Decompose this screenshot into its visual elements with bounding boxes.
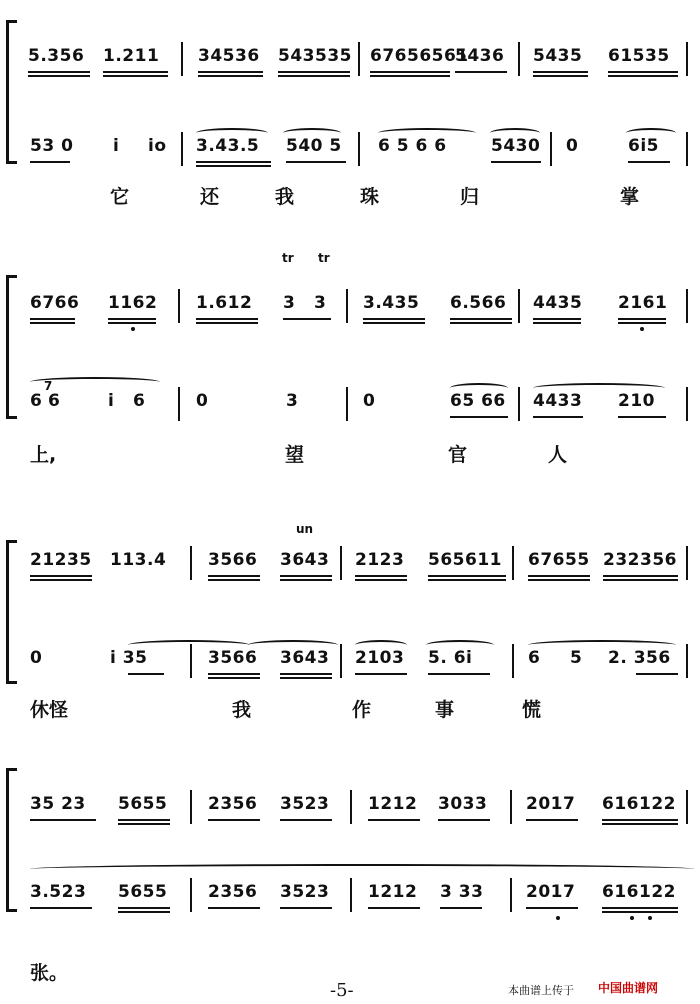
note-group: 113.4 [110,550,167,570]
underline [196,322,258,324]
underline [636,673,678,675]
note-group: 3 [314,293,327,313]
underline [280,673,332,675]
note-group: 2103 [355,648,405,668]
lyric: 望 [285,444,305,466]
note-group: 6 [528,648,541,668]
lyrics [0,440,700,470]
underline [603,579,678,581]
underline [428,673,490,675]
underline [368,907,420,909]
underline [355,575,407,577]
note-group: 67656561 [370,46,469,66]
underline [280,575,332,577]
underline [30,322,75,324]
note-group: 61535 [608,46,670,66]
note-group: 3566 [208,550,258,570]
note-group: 0 [566,136,579,156]
barline [178,387,180,421]
underline [208,579,260,581]
underline [363,318,425,320]
trill-mark: tr [318,251,330,265]
underline [355,579,407,581]
underline [118,819,170,821]
underline [533,75,588,77]
page-number: -5- [330,980,354,1001]
upload-credit: 本曲谱上传于 [508,984,574,997]
barline [190,644,192,678]
note-group: 2356 [208,882,258,902]
lyric: 上, [30,444,57,466]
underline [30,575,92,577]
lower-staff [18,379,694,423]
underline [533,322,581,324]
note-group: 21235 [30,550,92,570]
barline [350,790,352,824]
low-octave-dot [556,916,560,920]
note-group: 1212 [368,882,418,902]
underline [208,575,260,577]
note-group: 4433 [533,391,583,411]
barline [510,878,512,912]
underline [608,75,678,77]
underline [30,907,92,909]
underline [196,318,258,320]
note-group: 565611 [428,550,502,570]
upper-staff [18,38,694,78]
note-group: 5. 6i [428,648,473,668]
barline [190,790,192,824]
underline [28,71,90,73]
note-group: 232356 [603,550,677,570]
underline [602,911,678,913]
underline [533,318,581,320]
underline [355,673,407,675]
underline [278,71,350,73]
note-group: 3.523 [30,882,87,902]
underline [618,322,666,324]
underline [196,165,271,167]
lyric: 它 [110,186,130,208]
note-group: 540 5 [286,136,342,156]
note-group: 4435 [533,293,583,313]
upper-staff [18,542,694,582]
barline [518,289,520,323]
barline [518,387,520,421]
underline [608,71,678,73]
note-group: 6 [30,391,43,411]
underline [438,819,490,821]
underline [491,161,541,163]
site-logo[interactable] [598,979,696,997]
upper-staff [18,285,694,325]
underline [118,911,170,913]
barline [686,644,688,678]
underline [118,907,170,909]
note-group: 65 66 [450,391,506,411]
lyric: 掌 [620,186,640,208]
lyric: 珠 [360,186,380,208]
underline [526,907,578,909]
note-group: 6i5 [628,136,659,156]
note-group: 3033 [438,794,488,814]
underline [278,75,350,77]
underline [603,575,678,577]
underline [602,823,678,825]
underline [280,677,332,679]
note-group: 0 [196,391,209,411]
note-group: 2356 [208,794,258,814]
underline [208,907,260,909]
underline [368,819,420,821]
slur [426,640,494,650]
system-brace [6,20,17,164]
note-group: 3643 [280,550,330,570]
trill-mark: tr [282,251,294,265]
underline [450,322,512,324]
lyrics [0,182,700,212]
barline [340,546,342,580]
note-group: 3 33 [440,882,484,902]
underline [370,71,450,73]
logo-text: 中国曲谱网 [598,981,659,995]
underline [455,71,507,73]
note-group: 2017 [526,882,576,902]
lyric: 我 [275,186,295,208]
lyrics [0,695,700,725]
slur [196,128,268,138]
barline [178,289,180,323]
barline [550,132,552,166]
note-group: 5655 [118,882,168,902]
lower-staff [18,128,694,168]
underline [286,161,346,163]
barline [686,132,688,166]
lower-staff [18,874,694,914]
underline [283,318,331,320]
underline [103,75,168,77]
underline [196,161,271,163]
note-group: 6 [133,391,146,411]
note-group: 5436 [455,46,505,66]
note-group: 5430 [491,136,541,156]
underline [30,579,92,581]
lower-staff [18,640,694,680]
note-group: 3.43.5 [196,136,260,156]
note-group: 3 [286,391,299,411]
slur [355,640,407,650]
barline [340,644,342,678]
barline [686,546,688,580]
slur [283,128,341,138]
barline [510,790,512,824]
note-group: i [113,136,120,156]
note-group: 616122 [602,794,676,814]
low-octave-dot [640,327,644,331]
barline [512,644,514,678]
note-group: 3566 [208,648,258,668]
underline [440,907,482,909]
note-group: io [148,136,167,156]
underline [428,575,506,577]
underline [280,579,332,581]
underline [208,673,260,675]
barline [686,387,688,421]
low-octave-dot [131,327,135,331]
note-group: i 35 [110,648,148,668]
lyric: 还 [200,186,220,208]
barline [346,289,348,323]
note-group: 210 [618,391,655,411]
underline [30,161,70,163]
note-group: 3 [283,293,296,313]
underline [602,907,678,909]
lyric: 作 [352,699,372,721]
slur [533,383,665,393]
low-octave-dot [630,916,634,920]
barline [358,42,360,76]
barline [346,387,348,421]
grace-note: 7 [44,379,53,393]
note-group: 1.211 [103,46,160,66]
note-group: 0 [363,391,376,411]
slur [248,640,338,650]
underline [28,75,90,77]
note-group: 1212 [368,794,418,814]
lyric: 我 [232,699,252,721]
underline [198,71,263,73]
note-group: 616122 [602,882,676,902]
note-group: 543535 [278,46,352,66]
barline [518,42,520,76]
slur [528,640,676,650]
lyric: 事 [435,699,455,721]
lyric: 休怪 [30,699,69,721]
upper-staff [18,786,694,826]
barline [686,42,688,76]
slur [30,864,694,874]
underline [30,819,96,821]
system-brace [6,275,17,419]
slur [450,383,508,393]
lyric: 归 [460,186,480,208]
slur [626,128,676,138]
note-group: 3523 [280,794,330,814]
note-group: 2161 [618,293,668,313]
barline [512,546,514,580]
note-group: 35 23 [30,794,86,814]
note-group: 2017 [526,794,576,814]
underline [618,318,666,320]
underline [628,161,670,163]
note-group: 0 [30,648,43,668]
underline [363,322,425,324]
underline [30,318,75,320]
underline [118,823,170,825]
system-brace [6,768,17,912]
note-group: 6766 [30,293,80,313]
underline [428,579,506,581]
barline [350,878,352,912]
note-group: i [108,391,115,411]
note-group: 67655 [528,550,590,570]
underline [108,322,156,324]
underline [602,819,678,821]
note-group: 6.566 [450,293,507,313]
note-group: 5.356 [28,46,85,66]
barline [686,289,688,323]
barline [181,132,183,166]
underline [370,75,450,77]
note-group: 1162 [108,293,158,313]
system-1 [0,20,700,208]
system-2 [0,251,700,466]
underline [208,819,260,821]
lyric: 官 [448,444,468,466]
system-brace [6,540,17,684]
note-group: 3523 [280,882,330,902]
note-group: 3.435 [363,293,420,313]
underline [280,819,332,821]
underline [108,318,156,320]
barline [190,878,192,912]
underline [533,71,588,73]
underline [533,416,583,418]
note-group: 5655 [118,794,168,814]
note-group: 6 5 6 6 [378,136,447,156]
lyric: 人 [548,444,568,466]
lyric: 张。 [30,962,69,984]
barline [686,790,688,824]
barline [358,132,360,166]
note-group: 5435 [533,46,583,66]
underline [208,677,260,679]
note-group: 2123 [355,550,405,570]
note-group: 53 0 [30,136,74,156]
underline [280,907,332,909]
ornament-mark: un [296,522,314,536]
underline [103,71,168,73]
slur [490,128,540,138]
note-group: 2. 356 [608,648,671,668]
underline [528,579,590,581]
underline [450,416,508,418]
note-group: 3643 [280,648,330,668]
note-group: 6 [48,391,61,411]
underline [528,575,590,577]
barline [181,42,183,76]
low-octave-dot [648,916,652,920]
system-3 [0,520,700,720]
underline [526,819,578,821]
barline [190,546,192,580]
underline [128,673,164,675]
underline [618,416,666,418]
note-group: 1.612 [196,293,253,313]
note-group: 5 [570,648,583,668]
system-4 [0,760,700,984]
underline [450,318,512,320]
note-group: 34536 [198,46,260,66]
underline [198,75,263,77]
slur [378,128,476,138]
lyric: 慌 [522,699,542,721]
